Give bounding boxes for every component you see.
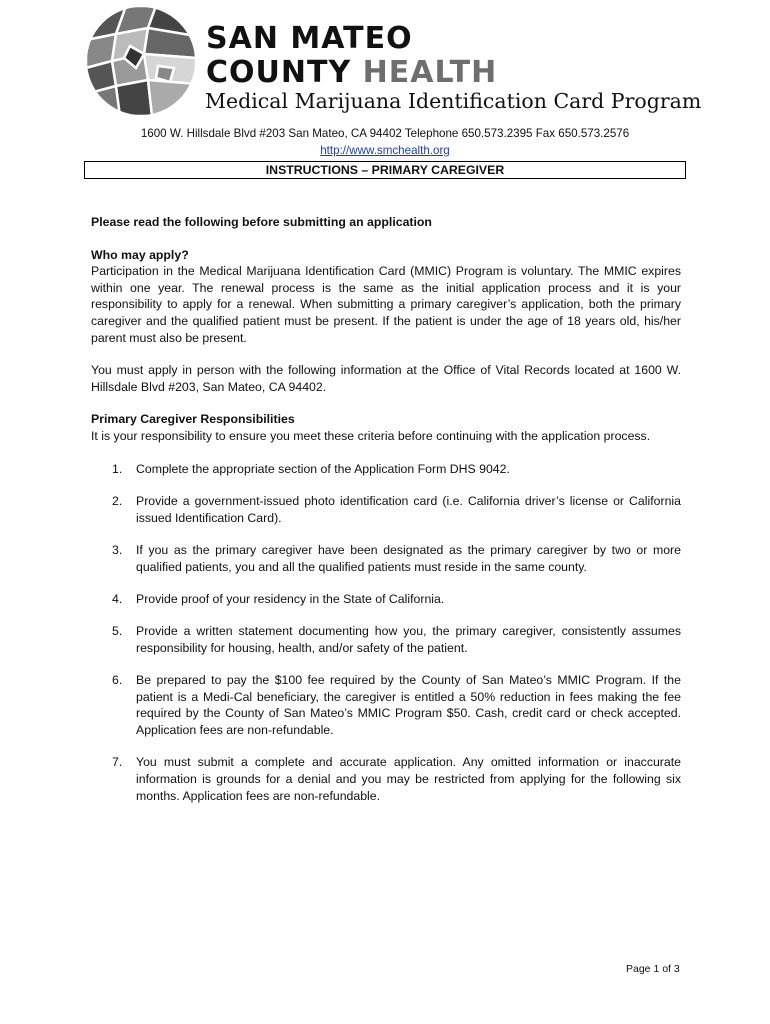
list-item: 4. Provide proof of your residency in the State of California. (112, 591, 445, 606)
instructions-banner: INSTRUCTIONS – PRIMARY CAREGIVER (84, 161, 686, 179)
who-paragraph: Participation in the Medical Marijuana Identification Card (MMIC) Program is voluntary. The MMIC expires within one year. The renewal process is the same as the initial application process and it is your responsibility to apply for a renewal. When submitting a primary caregiver’s application, both the primary caregiver and the qualified patient must be present. If the patient is under the age of 18 years old, his/her parent must also be present. (91, 264, 681, 345)
org-name-health: HEALTH (362, 55, 498, 90)
who-heading: Who may apply? (91, 247, 189, 262)
list-item: 6. Be prepared to pay the $100 fee required by the County of San Mateo’s MMIC Program. If the patient is a Medi-Cal beneficiary, the caregiver is entitled a 50% reduction in fees making the fee required by the County of San Mateo’s MMIC Program $50. Cash, credit card or check accepted. Application fees are non-refundable. (112, 673, 681, 738)
org-name-county: COUNTY (206, 55, 352, 90)
org-name-line1: SAN MATEO (206, 21, 413, 56)
responsibilities-heading: Primary Caregiver Responsibilities (91, 412, 295, 427)
list-item: 5. Provide a written statement documenting how you, the primary caregiver, consistently assumes responsibility for housing, health, and/or safety of the patient. (112, 624, 681, 655)
apply-in-person-paragraph: You must apply in person with the following information at the Office of Vital Records located at 1600 W. Hillsdale Blvd #203, San Mateo, CA 94402. (91, 363, 681, 394)
org-name-line2 (206, 56, 497, 90)
contact-address: 1600 W. Hillsdale Blvd #203 San Mateo, CA 94402 Telephone 650.573.2395 Fax 650.573.2576 (140, 127, 630, 140)
list-item: 3. If you as the primary caregiver have been designated as the primary caregiver by two or more qualified patients, you and all the qualified patients must reside in the same county. (112, 542, 681, 574)
list-item: 2. Provide a government-issued photo identification card (i.e. California driver’s license or California issued Identification Card). (112, 493, 681, 525)
document-body (91, 214, 681, 820)
list-item: 1. Complete the appropriate section of the Application Form DHS 9042. (112, 461, 510, 476)
website-link[interactable]: http://www.smchealth.org (320, 144, 450, 157)
page-number: Page 1 of 3 (626, 963, 680, 975)
intro-heading: Please read the following before submitting an application (91, 215, 432, 229)
responsibilities-paragraph: It is your responsibility to ensure you meet these criteria before continuing with the application process. (91, 428, 651, 443)
requirements-list (91, 461, 681, 805)
san-mateo-county-health-logo (86, 6, 196, 116)
program-title: Medical Marijuana Identification Card Program (205, 89, 702, 113)
list-item: 7. You must submit a complete and accurate application. Any omitted information or inaccurate information is grounds for a denial and you may be restricted from applying for the following six months. Application fees are non-refundable. (112, 755, 681, 803)
